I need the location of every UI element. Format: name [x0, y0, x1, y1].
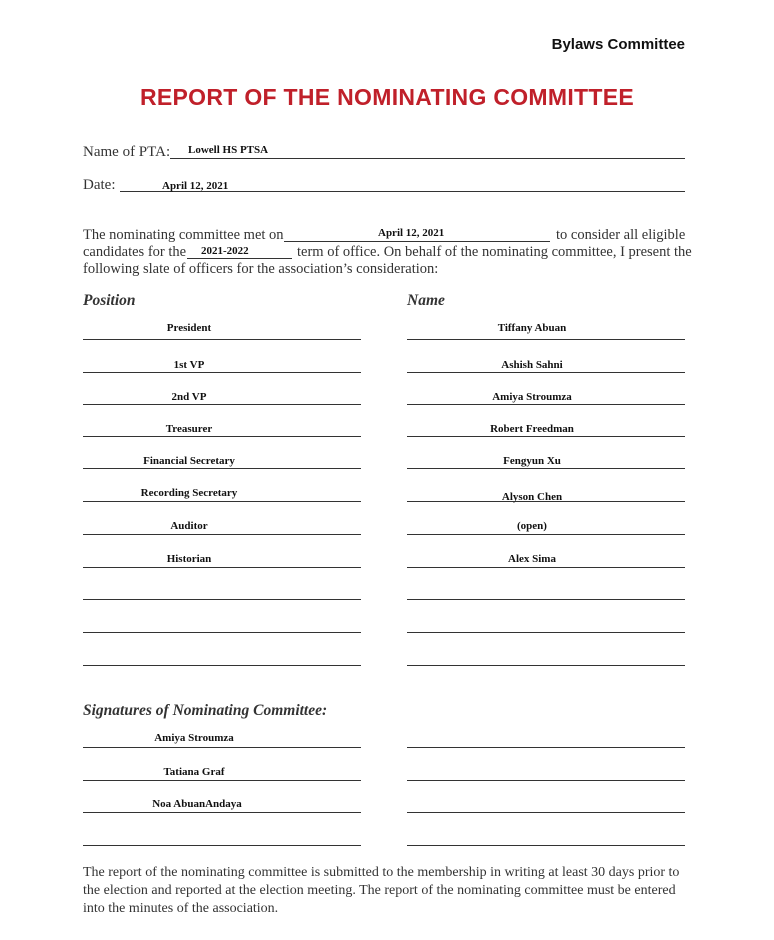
term-value: 2021-2022: [201, 245, 249, 257]
pta-underline: [170, 158, 685, 159]
name-cell: Amiya Stroumza: [492, 391, 572, 403]
signature-line: [83, 780, 361, 781]
name-cell: Ashish Sahni: [501, 359, 563, 371]
position-line: [83, 404, 361, 405]
name-line: [407, 501, 685, 502]
signature-line: [407, 747, 685, 748]
pta-label: Name of PTA:: [83, 144, 171, 160]
name-cell: Alyson Chen: [501, 491, 563, 503]
position-line: [83, 599, 361, 600]
page-title: REPORT OF THE NOMINATING COMMITTEE: [139, 84, 635, 110]
signature-line: [407, 780, 685, 781]
date-label: Date:: [83, 177, 116, 193]
position-cell: Historian: [166, 553, 212, 565]
meeting-date-value: April 12, 2021: [378, 227, 445, 239]
intro-text-2: to consider all eligible: [556, 227, 686, 243]
committee-label: Bylaws Committee: [551, 36, 685, 53]
intro-text-5: following slate of officers for the association’s consideration:: [83, 261, 439, 277]
name-line: [407, 468, 685, 469]
position-line: [83, 534, 361, 535]
position-cell: 2nd VP: [171, 391, 207, 403]
signature-name: Tatiana Graf: [163, 766, 225, 778]
position-cell: 1st VP: [173, 359, 205, 371]
signature-line: [83, 747, 361, 748]
name-line: [407, 339, 685, 340]
name-line: [407, 599, 685, 600]
signature-line: [83, 845, 361, 846]
position-cell: Financial Secretary: [143, 455, 235, 467]
intro-text-4: term of office. On behalf of the nominating committee, I present the: [297, 244, 692, 260]
meeting-date-underline: [284, 241, 550, 242]
name-line: [407, 436, 685, 437]
position-line: [83, 372, 361, 373]
position-line: [83, 665, 361, 666]
signature-line: [83, 812, 361, 813]
signature-name: Noa AbuanAndaya: [152, 798, 242, 810]
name-cell: Fengyun Xu: [503, 455, 561, 467]
name-line: [407, 534, 685, 535]
position-cell: Auditor: [170, 520, 208, 532]
name-line: [407, 567, 685, 568]
term-underline: [187, 258, 292, 259]
name-line: [407, 404, 685, 405]
name-line: [407, 665, 685, 666]
name-cell: Robert Freedman: [490, 423, 574, 435]
position-cell: Recording Secretary: [140, 487, 238, 499]
intro-text-1: The nominating committee met on: [83, 227, 284, 243]
name-cell: Tiffany Abuan: [497, 322, 567, 334]
date-value: April 12, 2021: [162, 180, 229, 192]
name-header: Name: [407, 292, 445, 309]
name-line: [407, 632, 685, 633]
position-line: [83, 567, 361, 568]
signature-line: [407, 812, 685, 813]
pta-value: Lowell HS PTSA: [188, 144, 269, 156]
position-line: [83, 501, 361, 502]
signatures-header: Signatures of Nominating Committee:: [83, 702, 328, 719]
signature-name: Amiya Stroumza: [154, 732, 234, 744]
position-line: [83, 468, 361, 469]
position-header: Position: [83, 292, 136, 309]
position-line: [83, 339, 361, 340]
position-line: [83, 436, 361, 437]
signature-line: [407, 845, 685, 846]
name-cell: Alex Sima: [508, 553, 556, 565]
footer-note: The report of the nominating committee is submitted to the membership in writing at least 30 days prior to the election and reported at the election meeting. The report of the nominating committee must be entered into the minutes of the association.: [83, 865, 680, 916]
intro-text-3: candidates for the: [83, 244, 187, 260]
name-cell: (open): [517, 520, 547, 532]
position-cell: President: [166, 322, 212, 334]
position-line: [83, 632, 361, 633]
position-cell: Treasurer: [165, 423, 213, 435]
name-line: [407, 372, 685, 373]
